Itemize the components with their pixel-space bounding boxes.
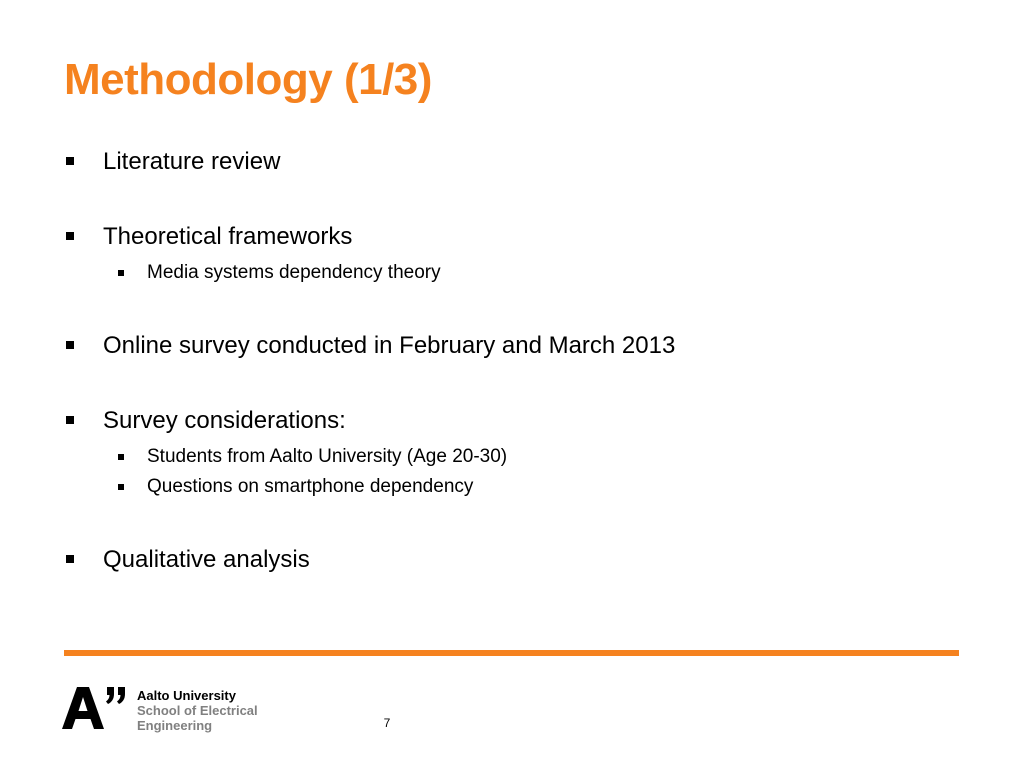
bullet-level1	[64, 329, 964, 363]
bullet-level2	[64, 472, 964, 502]
school-name-line2: Engineering	[137, 718, 213, 733]
school-name-line1: School of Electrical	[137, 703, 258, 718]
bullet-level1	[64, 220, 964, 254]
bullet-item	[64, 145, 964, 179]
square-bullet-icon	[66, 232, 74, 240]
bullet-level2	[64, 258, 964, 288]
square-bullet-icon	[66, 555, 74, 563]
sub-bullet-list	[64, 442, 964, 502]
bullet-level1	[64, 543, 964, 577]
square-bullet-icon	[118, 484, 124, 490]
bullet-text: Literature review	[103, 148, 281, 175]
bullet-level1	[64, 404, 964, 438]
bullet-level2	[64, 442, 964, 472]
bullet-text: Qualitative analysis	[103, 546, 310, 573]
square-bullet-icon	[118, 454, 124, 460]
square-bullet-icon	[118, 270, 124, 276]
bullet-text: Theoretical frameworks	[103, 223, 353, 250]
sub-bullet-text: Media systems dependency theory	[147, 262, 441, 283]
aalto-logo-icon	[62, 686, 132, 730]
sub-bullet-list	[64, 258, 964, 288]
square-bullet-icon	[66, 341, 74, 349]
bullet-item	[64, 404, 964, 502]
bullet-text: Survey considerations:	[103, 407, 346, 434]
sub-bullet-text: Questions on smartphone dependency	[147, 476, 474, 497]
bullet-text: Online survey conducted in February and March 2013	[103, 332, 676, 359]
bullet-item	[64, 220, 964, 288]
bullet-list	[64, 145, 964, 577]
bullet-level1	[64, 145, 964, 179]
slide-title: Methodology (1/3)	[64, 55, 432, 104]
bullet-item	[64, 329, 964, 363]
university-name: Aalto University	[137, 688, 236, 703]
sub-bullet-text: Students from Aalto University (Age 20-30)	[147, 446, 508, 467]
square-bullet-icon	[66, 157, 74, 165]
footer-divider	[64, 650, 959, 656]
university-wordmark	[137, 688, 258, 733]
square-bullet-icon	[66, 416, 74, 424]
bullet-item	[64, 543, 964, 577]
page-number: 7	[383, 716, 391, 730]
